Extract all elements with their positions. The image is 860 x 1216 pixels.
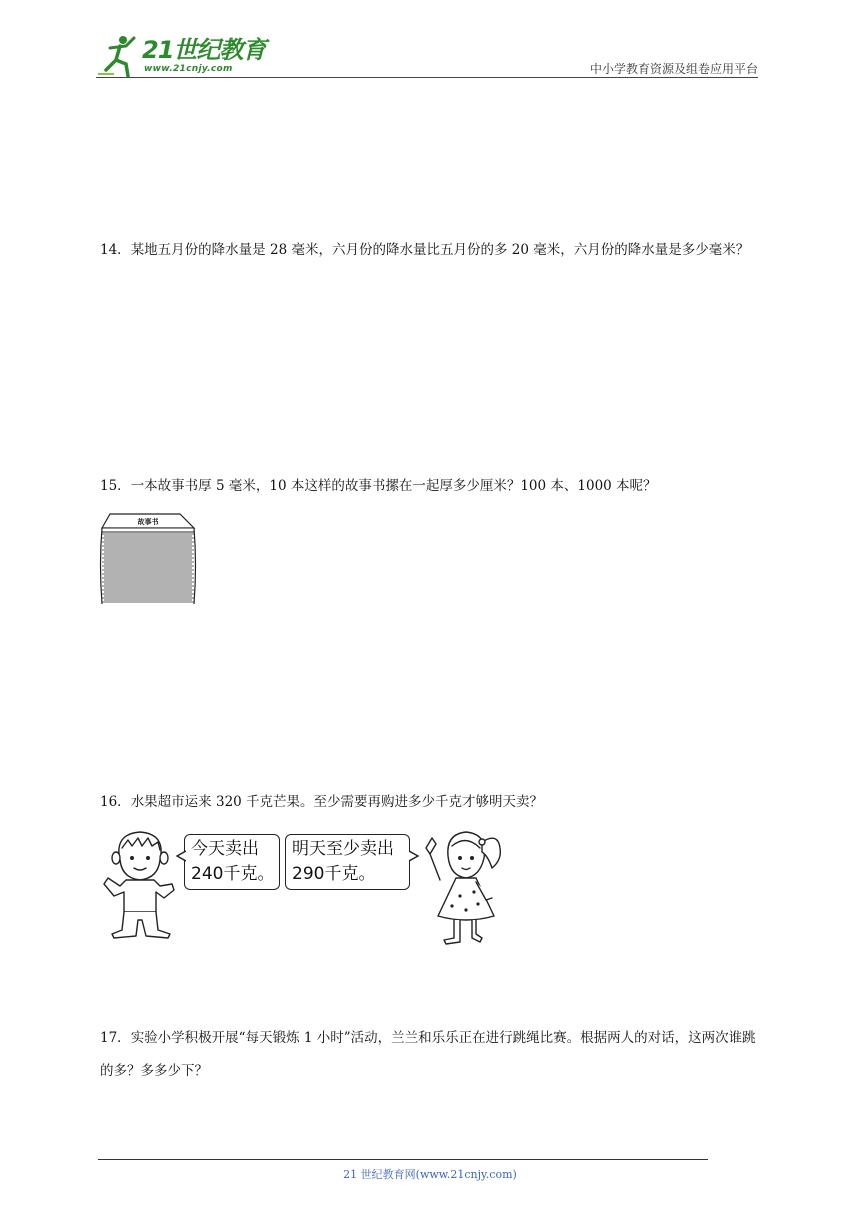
speech-bubble-tomorrow [285, 834, 410, 890]
header-divider [96, 77, 758, 78]
question-14 [100, 234, 764, 267]
bubble-line: 今天卖出 [191, 839, 259, 859]
book-cover-label: 故事书 [137, 518, 159, 526]
question-15 [100, 470, 764, 503]
site-logo[interactable] [96, 34, 266, 78]
dialogue-figure [100, 826, 510, 950]
footer-link[interactable]: 21 世纪教育网(www.21cnjy.com) [343, 1168, 517, 1181]
platform-title: 中小学教育资源及组卷应用平台 [589, 62, 758, 76]
question-text: 水果超市运来 320 千克芒果。至少需要再购进多少千克才够明天卖？ [130, 794, 544, 810]
question-text: 一本故事书厚 5 毫米，10 本这样的故事书摞在一起厚多少厘米？100 本、1000 本呢？ [130, 478, 657, 494]
question-number: 16． [100, 794, 131, 810]
logo-text: 21世纪教育 [142, 36, 266, 64]
question-text: 某地五月份的降水量是 28 毫米，六月份的降水量比五月份的多 20 毫米，六月份的降水量是多少毫米？ [130, 242, 750, 258]
bubble-line: 290千克。 [292, 864, 376, 884]
question-16 [100, 786, 764, 819]
bubble-tail-icon [176, 850, 186, 862]
bubble-line: 明天至少卖出 [292, 839, 394, 859]
question-number: 17． [100, 1030, 131, 1046]
question-number: 15． [100, 478, 131, 494]
page-header [96, 34, 758, 78]
logo-url: www.21cnjy.com [144, 64, 233, 74]
book-stack-icon [101, 514, 196, 604]
girl-icon [418, 826, 508, 950]
bubble-line: 240千克。 [191, 864, 275, 884]
question-17 [100, 1022, 764, 1088]
boy-icon [100, 826, 180, 946]
question-text: 实验小学积极开展“每天锻炼 1 小时”活动，兰兰和乐乐正在进行跳绳比赛。根据两人的对话，这两次谁跳的多？多多少下？ [100, 1030, 756, 1079]
footer-divider [98, 1159, 708, 1160]
book-stack-figure [98, 510, 198, 606]
running-figure-icon [96, 34, 140, 78]
speech-bubble-today [184, 834, 280, 890]
question-number: 14． [100, 242, 131, 258]
